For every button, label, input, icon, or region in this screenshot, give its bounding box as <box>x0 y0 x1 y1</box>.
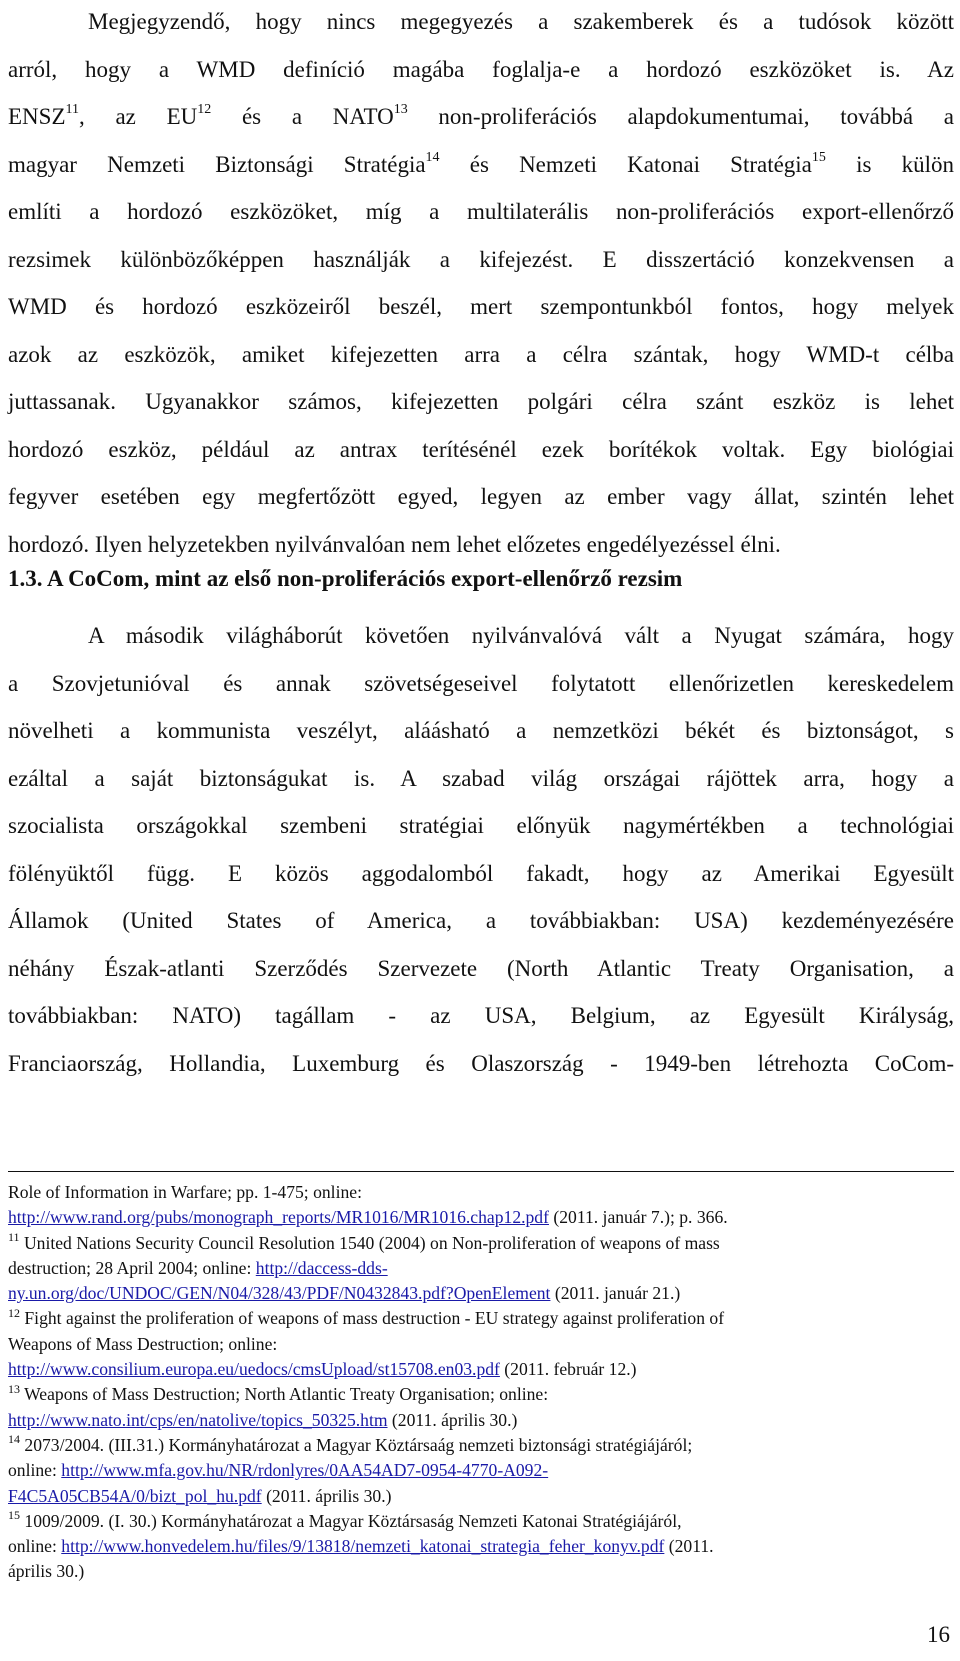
text-line: Államok (United States of America, a továbbiakban: USA) kezdeményezésére <box>8 908 954 933</box>
footnote-text: 2073/2004. (III.31.) Kormányhatározat a Magyar Köztársaág nemzeti biztonsági stratégiájáról; <box>20 1434 693 1455</box>
text-line: juttassanak. Ugyanakkor számos, kifejezetten polgári célra szánt eszköz is lehet <box>8 389 954 414</box>
footnote-text: online: <box>8 1536 62 1557</box>
footnote-text: destruction; 28 April 2004; online: <box>8 1257 256 1278</box>
text-line: Megjegyzendő, hogy nincs megegyezés a szakemberek és a tudósok között <box>88 9 954 34</box>
text-line <box>8 141 954 189</box>
footnote-line <box>8 1408 954 1433</box>
footnote-11 <box>8 1231 954 1256</box>
text-line: ezáltal a saját biztonságukat is. A szabad világ országai rájöttek arra, hogy a <box>8 765 954 791</box>
footnote-link[interactable]: http://www.nato.int/cps/en/natolive/topics_50325.htm <box>8 1409 388 1430</box>
section-heading-block <box>8 555 954 603</box>
footnote-line <box>8 1458 954 1483</box>
footnote-text: Fight against the proliferation of weapons of mass destruction - EU strategy against proliferation of <box>20 1308 725 1329</box>
footnote-number: 14 <box>8 1432 20 1447</box>
text-line: továbbiakban: NATO) tagállam - az USA, Belgium, az Egyesült Királyság, <box>8 1003 954 1028</box>
footnote-number: 13 <box>8 1381 20 1396</box>
text-line: azok az eszközök, amiket kifejezetten arra a célra szántak, hogy WMD-t célba <box>8 341 954 367</box>
text-line: hordozó. Ilyen helyzetekben nyilvánvalóan nem lehet előzetes engedélyezéssel élni. <box>8 531 781 557</box>
paragraph-cocom <box>8 612 954 1087</box>
text-fragment: non-proliferációs alapdokumentumai, továbbá a <box>407 104 954 129</box>
footnote-link[interactable]: F4C5A05CB54A/0/bizt_pol_hu.pdf <box>8 1485 262 1506</box>
text-line <box>8 93 954 141</box>
text-line: fegyver esetében egy megfertőzött egyed, legyen az ember vagy állat, szintén lehet <box>8 484 954 509</box>
footnote-15 <box>8 1509 954 1534</box>
footnote-line: április 30.) <box>8 1561 85 1582</box>
footnote-line <box>8 1534 954 1559</box>
footnote-text: (2011. február 12.) <box>499 1359 637 1380</box>
paragraph-intro <box>8 0 954 568</box>
footnote-link[interactable]: ny.un.org/doc/UNDOC/GEN/N04/328/43/PDF/N0432843.pdf?OpenElement <box>8 1283 551 1304</box>
footnote-text: Weapons of Mass Destruction; North Atlantic Treaty Organisation; online: <box>20 1384 549 1405</box>
footnote-line <box>8 1281 954 1306</box>
text-line: hordozó eszköz, például az antrax terítésénél ezek borítékok voltak. Egy biológiai <box>8 436 954 462</box>
footnote-line <box>8 1205 954 1230</box>
footnote-link[interactable]: http://www.rand.org/pubs/monograph_reports/MR1016/MR1016.chap12.pdf <box>8 1207 549 1228</box>
text-fragment: és a NATO <box>211 104 394 129</box>
text-line: növelheti a kommunista veszélyt, aláásható a nemzetközi békét és biztonságot, s <box>8 718 954 743</box>
footnote-text: online: <box>8 1460 62 1481</box>
text-fragment: magyar Nemzeti Biztonsági Stratégia <box>8 151 426 177</box>
text-line: Franciaország, Hollandia, Luxemburg és Olaszország - 1949-ben létrehozta CoCom- <box>8 1050 954 1076</box>
text-line: WMD és hordozó eszközeiről beszél, mert szempontunkból fontos, hogy melyek <box>8 294 954 319</box>
footnote-text: (2011. január 7.); p. 366. <box>548 1207 728 1228</box>
footnote-link[interactable]: http://www.consilium.europa.eu/uedocs/cmsUpload/st15708.en03.pdf <box>8 1359 500 1380</box>
text-fragment: és Nemzeti Katonai Stratégia <box>439 151 812 177</box>
footnote-line <box>8 1484 954 1509</box>
text-fragment: , az EU <box>78 104 198 129</box>
text-line: A második világháborút követően nyilvánvalóvá vált a Nyugat számára, hogy <box>88 623 954 648</box>
text-line: a Szovjetunióval és annak szövetségeseivel folytatott ellenőrizetlen kereskedelem <box>8 670 954 696</box>
footnote-text: (2011. <box>664 1536 714 1557</box>
text-line: néhány Észak-atlanti Szerződés Szervezete (North Atlantic Treaty Organisation, a <box>8 955 954 981</box>
footnote-text: (2011. április 30.) <box>261 1485 392 1506</box>
page-number: 16 <box>927 1622 950 1647</box>
text-fragment: ENSZ <box>8 104 66 129</box>
footnote-number: 12 <box>8 1305 20 1320</box>
footnote-13 <box>8 1382 954 1407</box>
text-line: rezsimek különbözőképpen használják a kifejezést. E disszertáció konzekvensen a <box>8 246 954 272</box>
footnote-number: 11 <box>8 1229 20 1244</box>
footnote-ref-12[interactable]: 12 <box>197 102 212 118</box>
footnote-ref-11[interactable]: 11 <box>65 102 79 118</box>
footnote-line <box>8 1357 954 1382</box>
footnotes <box>8 1180 954 1585</box>
footnote-text: (2011. január 21.) <box>550 1283 681 1304</box>
text-fragment: is külön <box>825 151 955 177</box>
footnote-number: 15 <box>8 1508 20 1522</box>
footnote-link[interactable]: http://www.mfa.gov.hu/NR/rdonlyres/0AA54AD7-0954-4770-A092- <box>61 1460 549 1481</box>
footnote-line: Weapons of Mass Destruction; online: <box>8 1333 278 1354</box>
text-line: arról, hogy a WMD definíció magába foglalja-e a hordozó eszközöket is. Az <box>8 56 954 82</box>
footnote-ref-13[interactable]: 13 <box>393 102 408 118</box>
footnote-ref-14[interactable]: 14 <box>425 149 440 165</box>
text-line: fölényüktől függ. E közös aggodalomból fakadt, hogy az Amerikai Egyesült <box>8 860 954 886</box>
footnote-12 <box>8 1306 954 1331</box>
footnote-text: (2011. április 30.) <box>387 1409 518 1430</box>
footnote-link[interactable]: http://daccess-dds- <box>255 1257 388 1278</box>
footnote-ref-15[interactable]: 15 <box>811 149 826 165</box>
text-line: említi a hordozó eszközöket, míg a multilaterális non-proliferációs export-ellenőrző <box>8 199 954 224</box>
footnote-link[interactable]: http://www.honvedelem.hu/files/9/13818/nemzeti_katonai_strategia_feher_konyv.pdf <box>61 1536 665 1557</box>
section-heading: 1.3. A CoCom, mint az első non-proliferációs export-ellenőrző rezsim <box>8 566 683 591</box>
footnote-line <box>8 1256 954 1281</box>
footnote-text: United Nations Security Council Resolution 1540 (2004) on Non-proliferation of weapons of mass <box>19 1232 720 1253</box>
footnote-text: 1009/2009. (I. 30.) Kormányhatározat a Magyar Köztársaság Nemzeti Katonai Stratégiájáról, <box>20 1510 682 1531</box>
text-line: szocialista országokkal szembeni stratégiai előnyük nagymértékben a technológiai <box>8 813 954 838</box>
footnote-separator <box>8 1171 954 1172</box>
footnote-14 <box>8 1433 954 1458</box>
footnote-line: Role of Information in Warfare; pp. 1-475; online: <box>8 1182 362 1202</box>
